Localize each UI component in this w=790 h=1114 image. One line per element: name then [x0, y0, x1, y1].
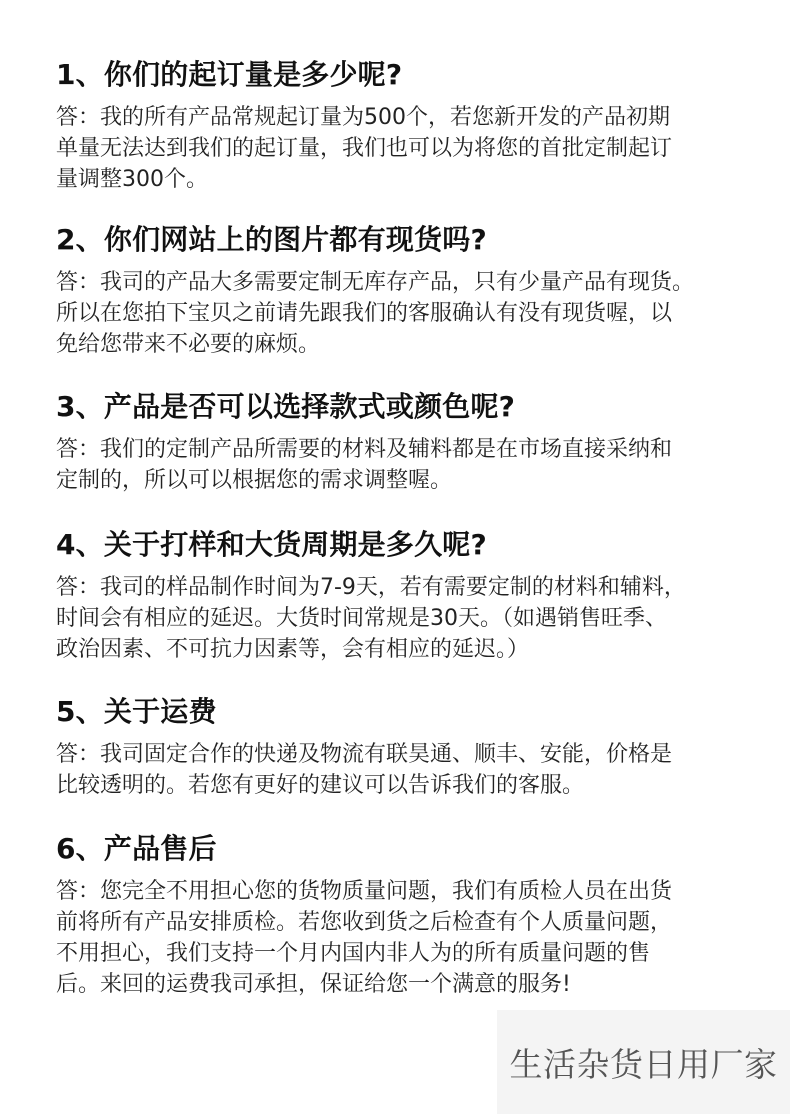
watermark-text: 生活杂货日用厂家: [509, 1044, 778, 1084]
faq-item-2: [56, 223, 746, 360]
watermark: [497, 1010, 790, 1114]
answer-line: 比较透明的。若您有更好的建议可以告诉我们的客服。: [56, 773, 585, 798]
answer-line: 前将所有产品安排质检。若您收到货之后检查有个人质量问题，: [56, 910, 673, 935]
faq-item-6: [56, 832, 746, 1000]
faq-item-3: [56, 390, 746, 496]
faq-answer: [56, 267, 746, 360]
faq-answer: [56, 739, 746, 801]
faq-answer: [56, 102, 746, 195]
answer-line: 答：我司的样品制作时间为7-9天，若有需要定制的材料和辅料，: [56, 575, 686, 600]
answer-line: 定制的，所以可以根据您的需求调整喔。: [56, 468, 453, 493]
answer-line: 答：我司固定合作的快递及物流有联昊通、顺丰、安能，价格是: [56, 742, 673, 767]
answer-line: 答：我们的定制产品所需要的材料及辅料都是在市场直接采纳和: [56, 437, 673, 462]
faq-item-4: [56, 528, 746, 665]
faq-question: 5、关于运费: [56, 695, 217, 728]
answer-line: 答：您完全不用担心您的货物质量问题，我们有质检人员在出货: [56, 879, 673, 904]
answer-line: 所以在您拍下宝贝之前请先跟我们的客服确认有没有现货喔，以: [56, 301, 673, 326]
faq-question: 6、产品售后: [56, 832, 217, 865]
faq-question: 4、关于打样和大货周期是多久呢?: [56, 528, 487, 561]
faq-item-5: [56, 695, 746, 801]
answer-line: 答：我的所有产品常规起订量为500个，若您新开发的产品初期: [56, 105, 670, 130]
faq-item-1: [56, 58, 746, 195]
answer-line: 量调整300个。: [56, 167, 208, 192]
faq-question: 1、你们的起订量是多少呢?: [56, 58, 403, 91]
faq-answer: [56, 876, 746, 1000]
answer-line: 不用担心，我们支持一个月内国内非人为的所有质量问题的售: [56, 941, 651, 966]
answer-line: 免给您带来不必要的麻烦。: [56, 332, 321, 357]
answer-line: 单量无法达到我们的起订量，我们也可以为将您的首批定制起订: [56, 136, 673, 161]
answer-line: 后。来回的运费我司承担，保证给您一个满意的服务!: [56, 972, 571, 997]
faq-question: 2、你们网站上的图片都有现货吗?: [56, 223, 487, 256]
faq-answer: [56, 434, 746, 496]
faq-answer: [56, 572, 746, 665]
faq-question: 3、产品是否可以选择款式或颜色呢?: [56, 390, 516, 423]
answer-line: 时间会有相应的延迟。大货时间常规是30天。（如遇销售旺季、: [56, 606, 667, 631]
answer-line: 政治因素、不可抗力因素等，会有相应的延迟。）: [56, 637, 530, 662]
answer-line: 答：我司的产品大多需要定制无库存产品，只有少量产品有现货。: [56, 270, 695, 295]
